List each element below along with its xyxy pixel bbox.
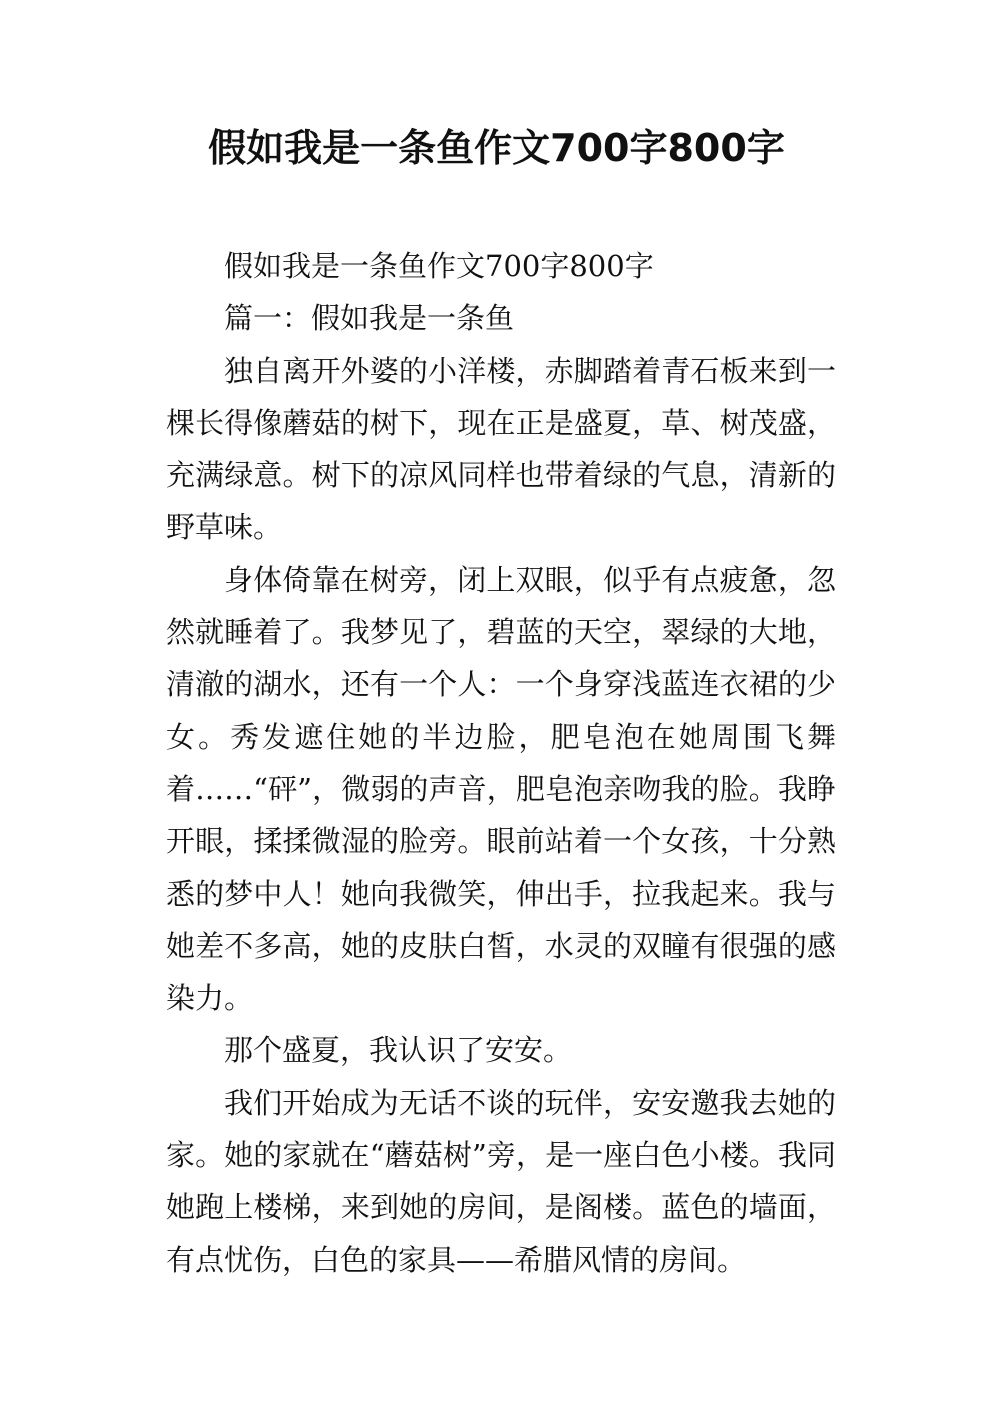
paragraph: 独自离开外婆的小洋楼，赤脚踏着青石板来到一棵长得像蘑菇的树下，现在正是盛夏，草、树茂盛，充满绿意。树下的凉风同样也带着绿的气息，清新的野草味。	[166, 353, 836, 545]
document-body	[166, 240, 836, 1286]
paragraph-chapter-heading: 篇一：假如我是一条鱼	[224, 301, 515, 336]
paragraph: 身体倚靠在树旁，闭上双眼，似乎有点疲惫，忽然就睡着了。我梦见了，碧蓝的天空，翠绿的大地，清澈的湖水，还有一个人：一个身穿浅蓝连衣裙的少女。秀发遮住她的半边脸，肥皂泡在她周围飞舞着……“砰”，微弱的声音，肥皂泡亲吻我的脸。我睁开眼，揉揉微湿的脸旁。眼前站着一个女孩，十分熟悉的梦中人！她向我微笑，伸出手，拉我起来。我与她差不多高，她的皮肤白皙，水灵的双瞳有很强的感染力。	[166, 562, 836, 1016]
document-title: 假如我是一条鱼作文700字800字	[208, 126, 785, 170]
paragraph-subtitle: 假如我是一条鱼作文700字800字	[224, 249, 654, 283]
paragraph: 那个盛夏，我认识了安安。	[224, 1033, 573, 1068]
paragraph: 我们开始成为无话不谈的玩伴，安安邀我去她的家。她的家就在“蘑菇树”旁，是一座白色小楼。我同她跑上楼梯，来到她的房间，是阁楼。蓝色的墙面，有点忧伤，白色的家具——希腊风情的房间。	[166, 1085, 836, 1277]
